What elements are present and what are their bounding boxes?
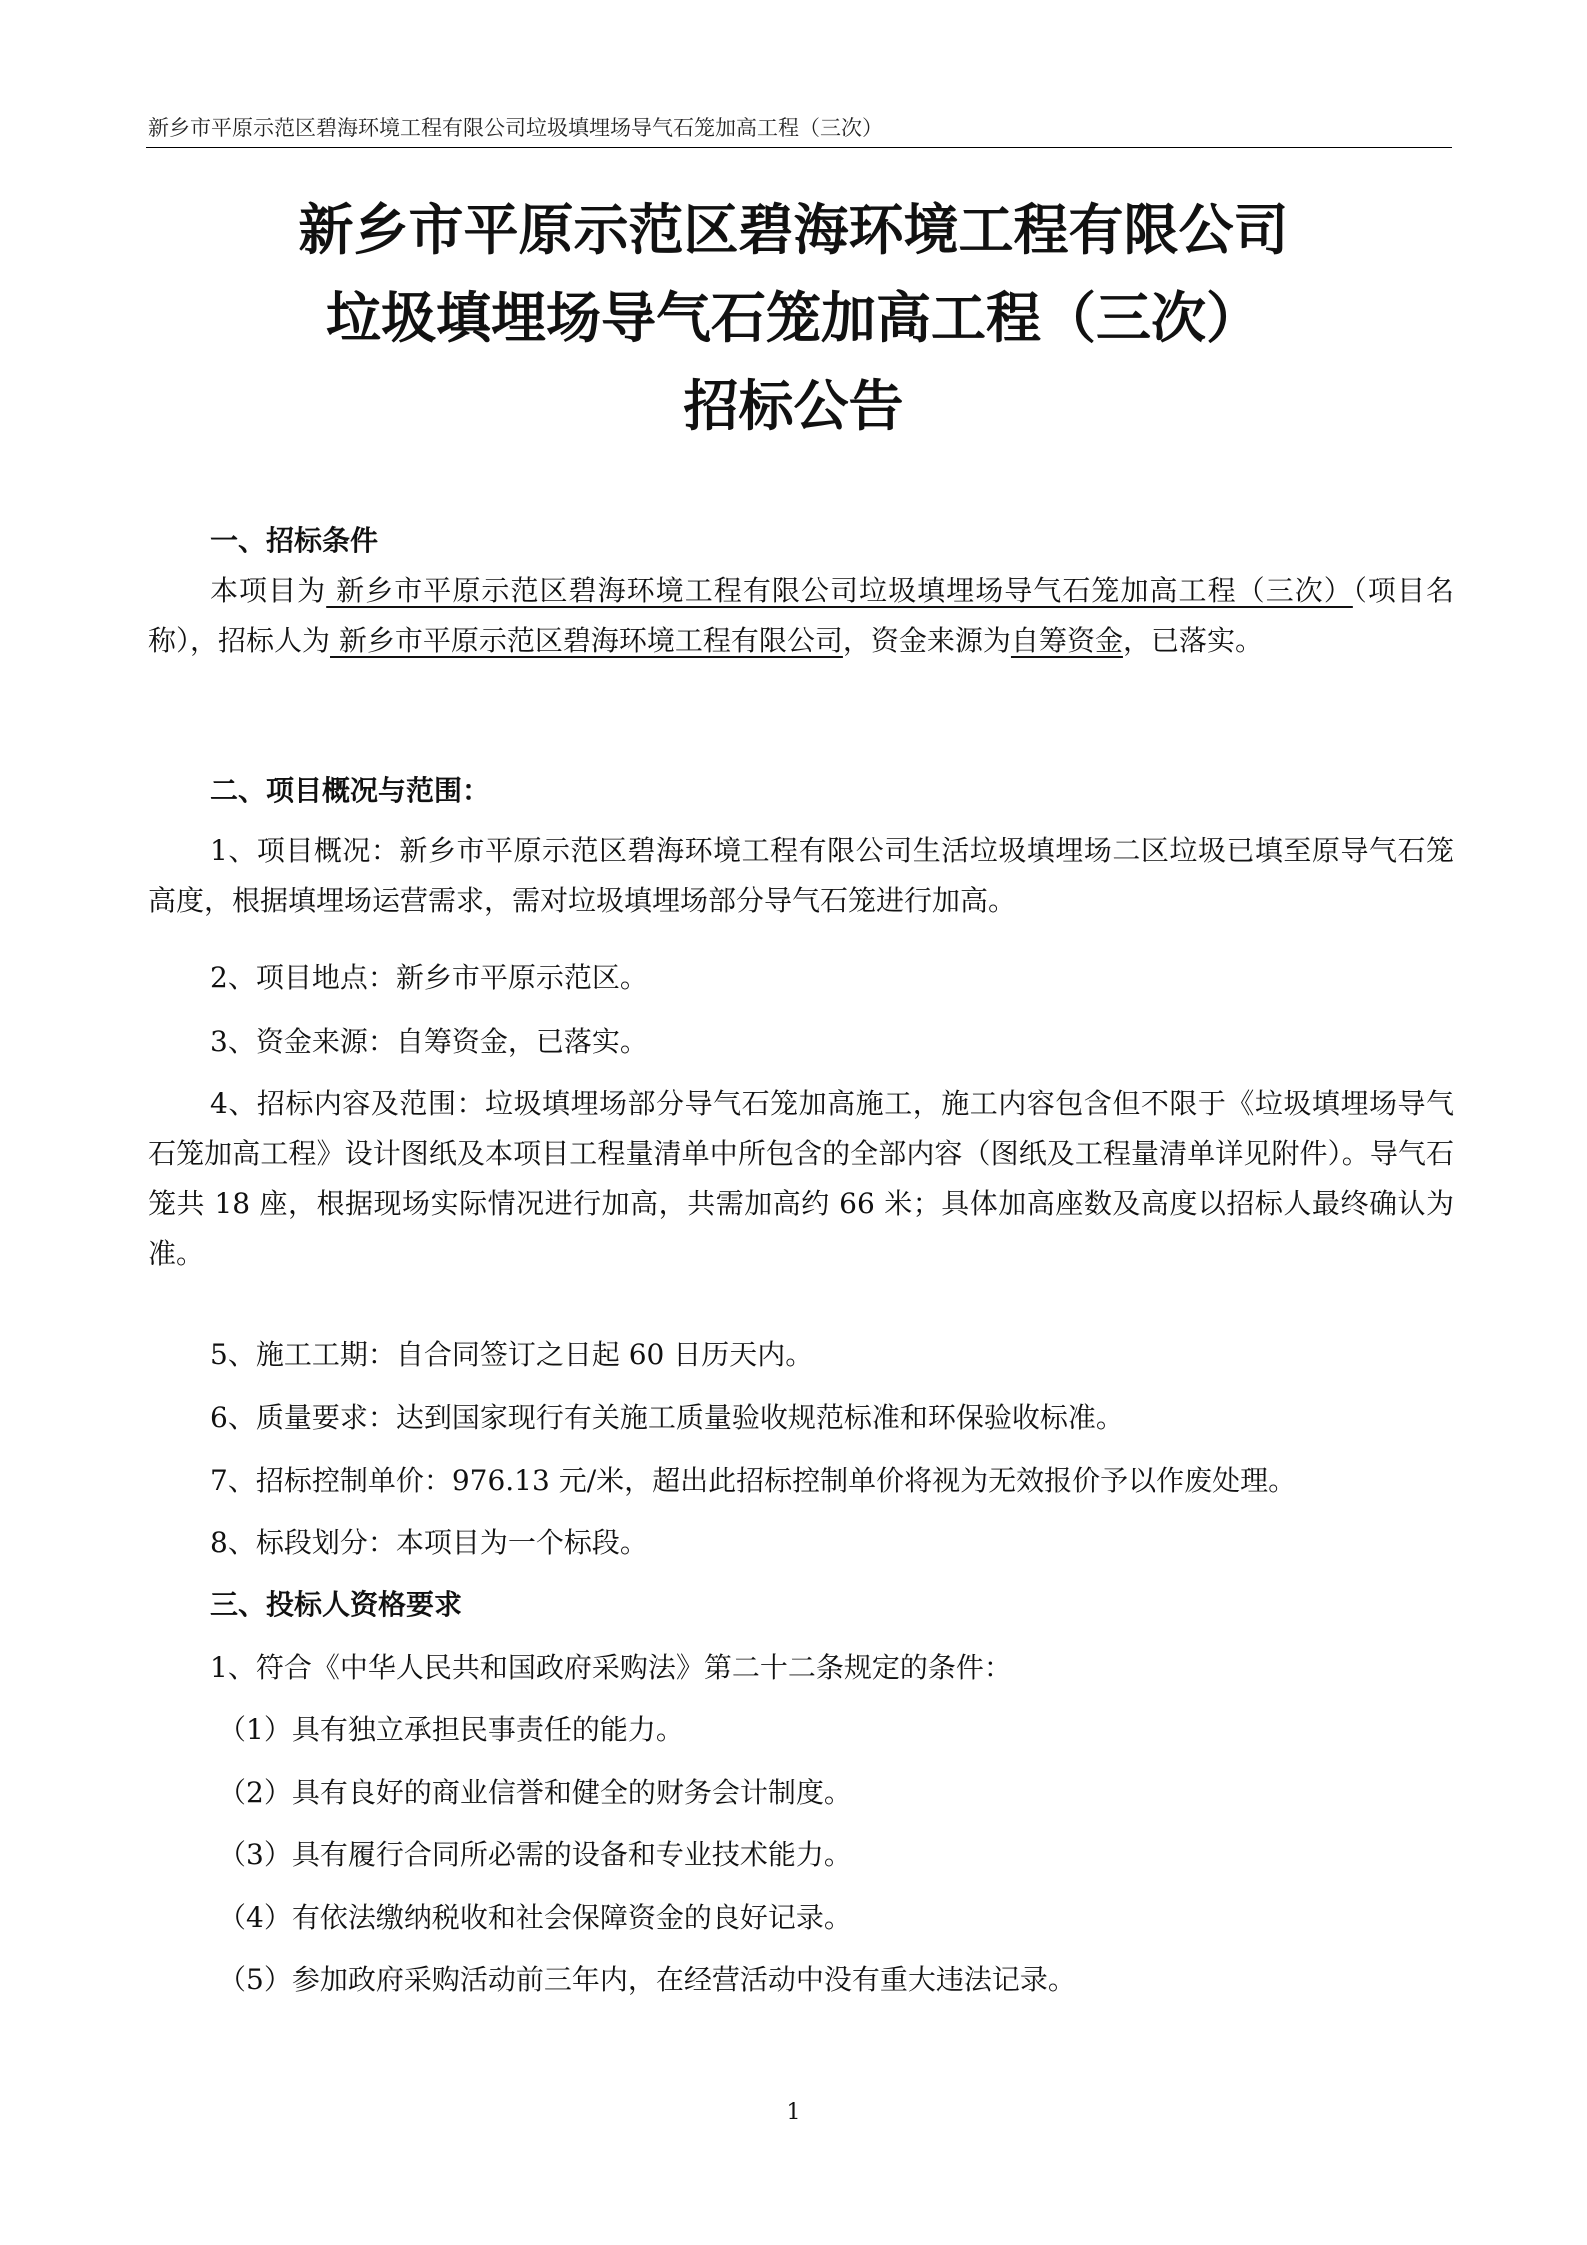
- text-mid-1: （项目名称），招标人为: [148, 574, 1454, 657]
- section-3-sub-2: （2）具有良好的商业信誉和健全的财务会计制度。: [218, 1776, 852, 1809]
- section-3-sub-4: （4）有依法缴纳税收和社会保障资金的良好记录。: [218, 1901, 852, 1934]
- text-lead: 本项目为: [210, 574, 327, 607]
- section-1-heading: 一、招标条件: [210, 524, 379, 557]
- tenderer-name: 新乡市平原示范区碧海环境工程有限公司: [330, 624, 843, 657]
- section-2-item-7: 7、招标控制单价：976.13 元/米，超出此招标控制单价将视为无效报价予以作废处理。: [210, 1464, 1297, 1497]
- header-rule: [146, 147, 1452, 148]
- document-title-line-1: 新乡市平原示范区碧海环境工程有限公司: [298, 198, 1289, 262]
- section-2-item-5: 5、施工工期：自合同签订之日起 60 日历天内。: [210, 1338, 814, 1371]
- fund-source: 自筹资金: [1010, 624, 1123, 657]
- page-number: 1: [786, 2100, 801, 2125]
- document-title-line-2: 垃圾填埋场导气石笼加高工程（三次）: [325, 286, 1261, 350]
- section-3-sub-5: （5）参加政府采购活动前三年内，在经营活动中没有重大违法记录。: [218, 1963, 1076, 1996]
- section-2-item-3: 3、资金来源：自筹资金，已落实。: [210, 1025, 648, 1058]
- section-2-item-8: 8、标段划分：本项目为一个标段。: [210, 1526, 648, 1559]
- section-2-item-1: 1、项目概况：新乡市平原示范区碧海环境工程有限公司生活垃圾填埋场二区垃圾已填至原导气石笼高度，根据填埋场运营需求，需对垃圾填埋场部分导气石笼进行加高。: [148, 834, 1454, 917]
- section-2-item-4: 4、招标内容及范围：垃圾填埋场部分导气石笼加高施工，施工内容包含但不限于《垃圾填埋场导气石笼加高工程》设计图纸及本项目工程量清单中所包含的全部内容（图纸及工程量清单详见附件）。导气石笼共 18 座，根据现场实际情况进行加高，共需加高约 66 米；具体加高座数及高度以招标人最终确认为准。: [148, 1087, 1454, 1270]
- section-2-item-6: 6、质量要求：达到国家现行有关施工质量验收规范标准和环保验收标准。: [210, 1401, 1124, 1434]
- text-mid-2: ，资金来源为: [842, 624, 1011, 657]
- section-3-item-1: 1、符合《中华人民共和国政府采购法》第二十二条规定的条件：: [210, 1651, 1012, 1684]
- section-1-paragraph: [148, 566, 1454, 666]
- document-title-line-3: 招标公告: [683, 374, 904, 438]
- section-3-sub-1: （1）具有独立承担民事责任的能力。: [218, 1713, 684, 1746]
- section-3-sub-3: （3）具有履行合同所必需的设备和专业技术能力。: [218, 1838, 852, 1871]
- section-2-item-2: 2、项目地点：新乡市平原示范区。: [210, 961, 648, 994]
- section-2-heading: 二、项目概况与范围：: [210, 774, 491, 807]
- running-header: 新乡市平原示范区碧海环境工程有限公司垃圾填埋场导气石笼加高工程（三次）: [148, 116, 883, 140]
- section-3-heading: 三、投标人资格要求: [210, 1588, 463, 1621]
- text-tail: ，已落实。: [1122, 624, 1263, 657]
- project-name: 新乡市平原示范区碧海环境工程有限公司垃圾填埋场导气石笼加高工程（三次）: [326, 574, 1353, 607]
